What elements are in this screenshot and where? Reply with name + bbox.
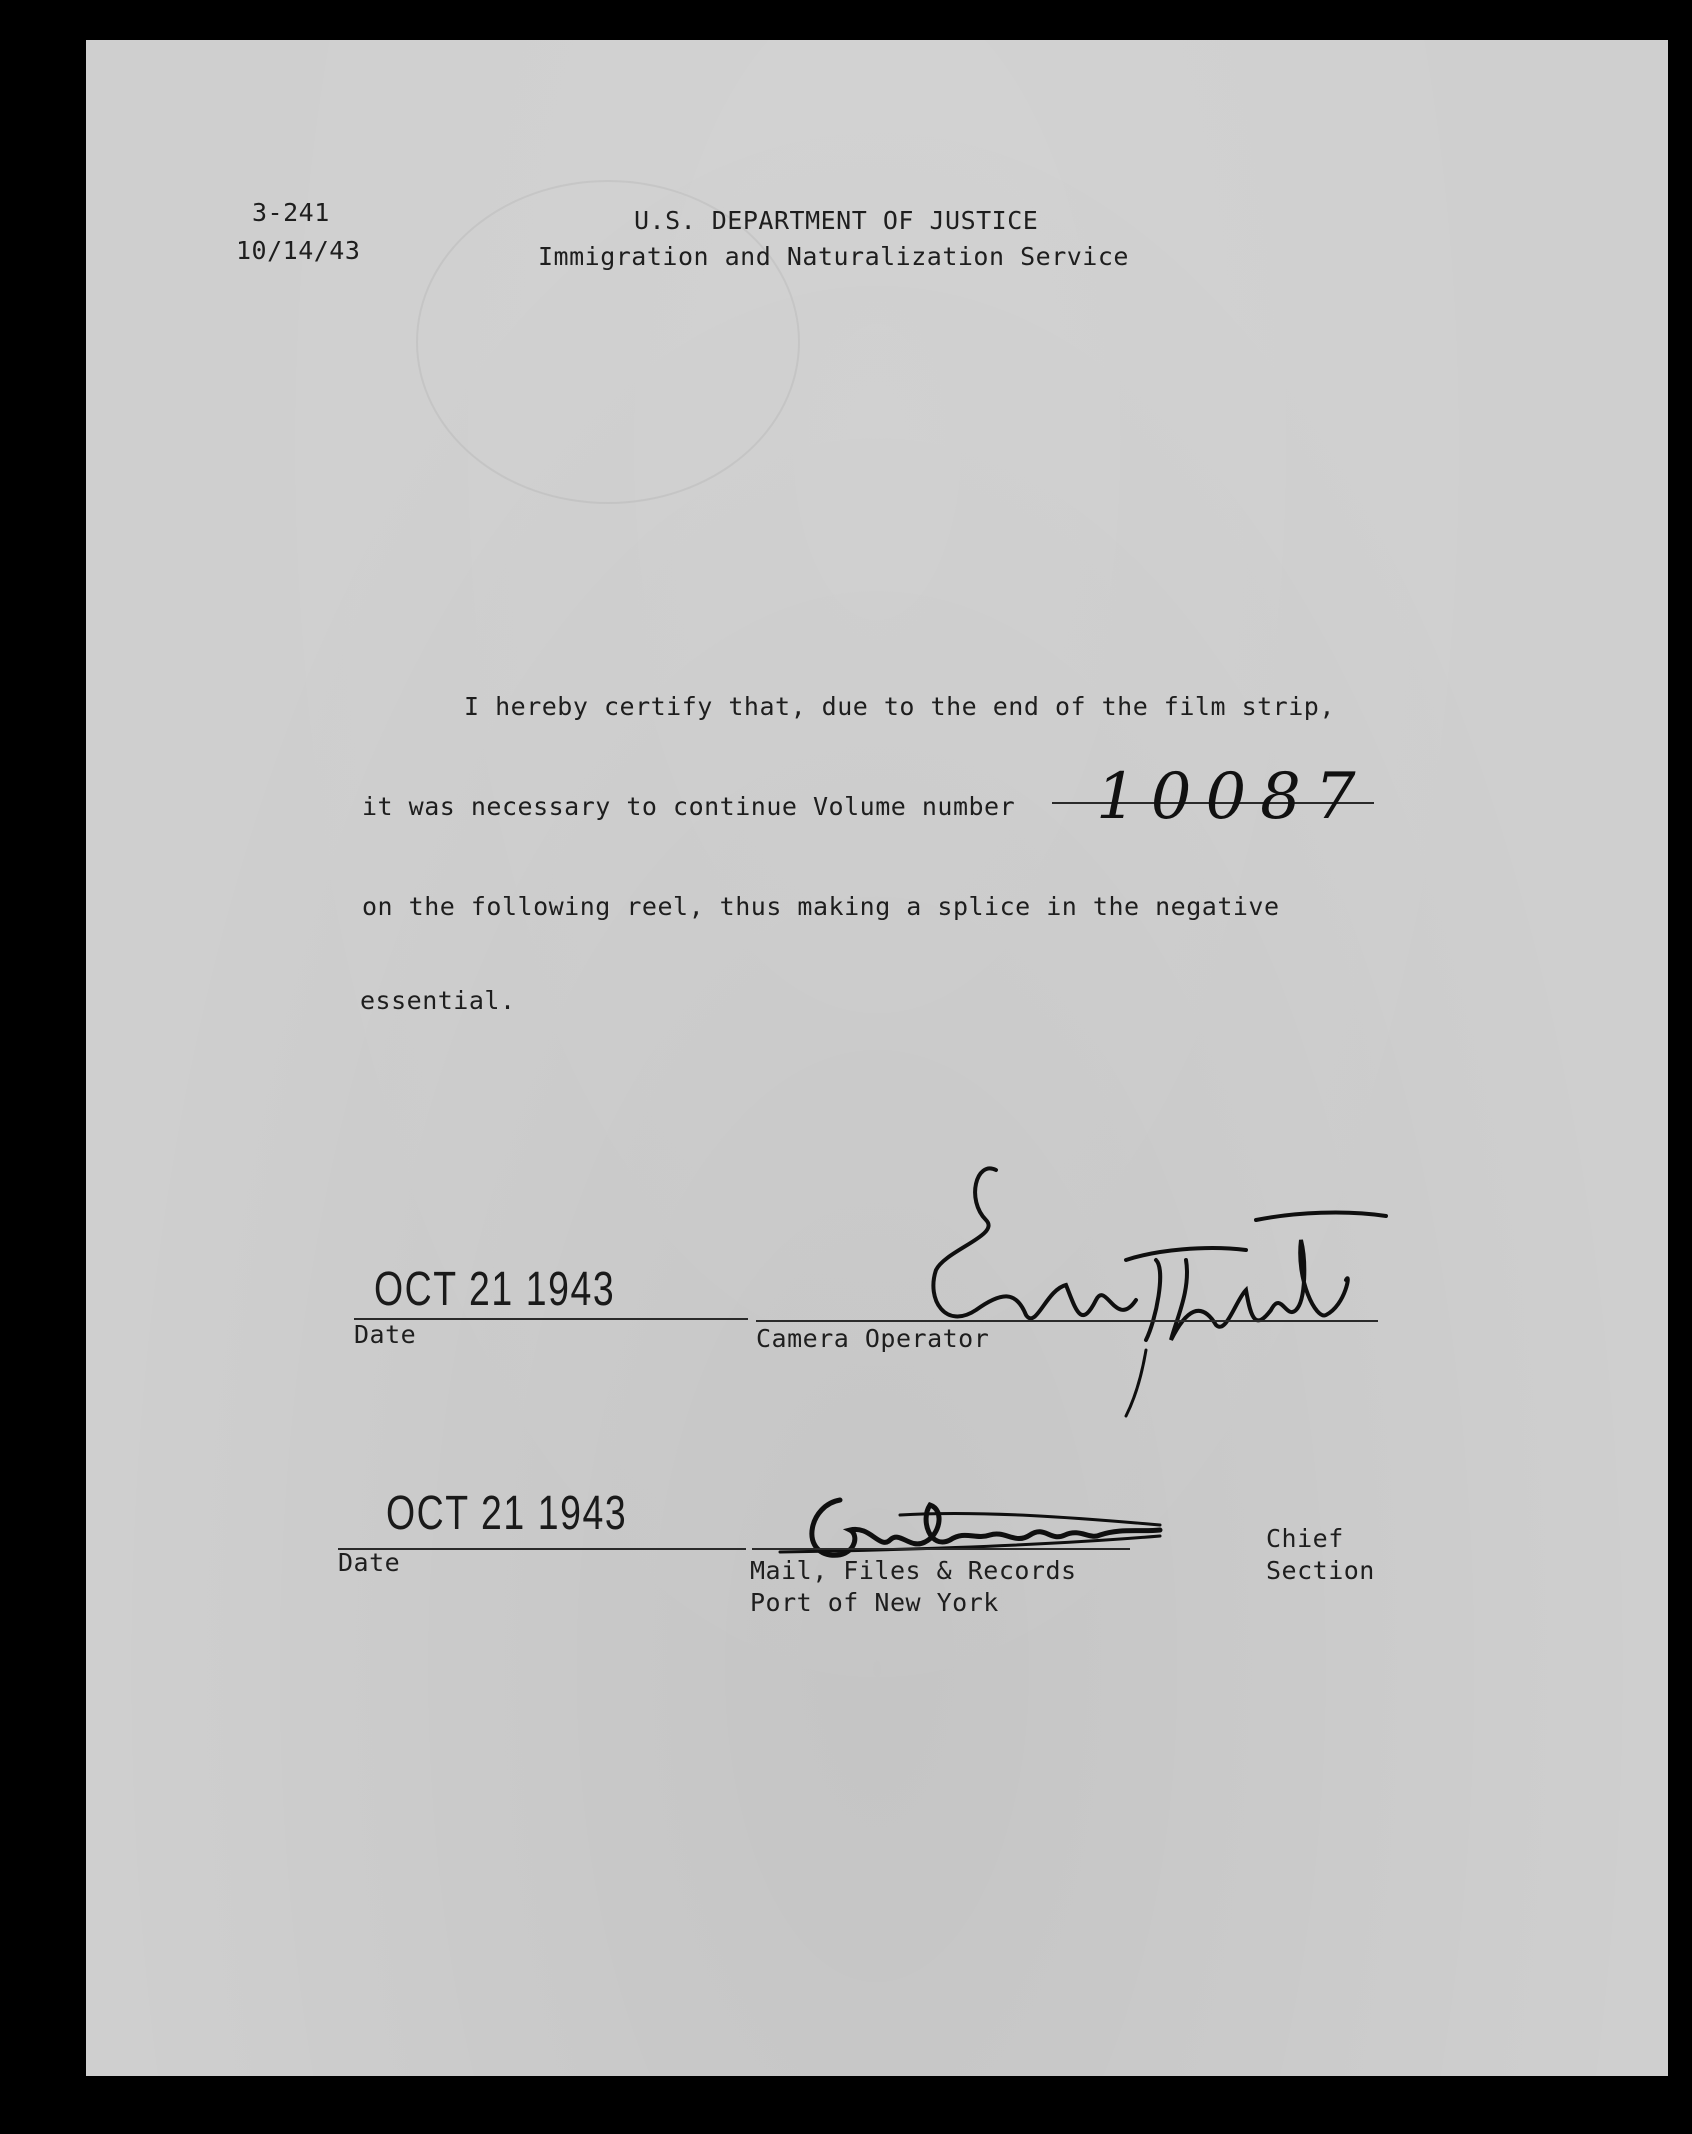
chief-title: Chief xyxy=(1266,1524,1344,1553)
camera-operator-signature xyxy=(826,1140,1386,1420)
certification-line-1: I hereby certify that, due to the end of the film strip, xyxy=(464,692,1335,721)
certification-line-3: on the following reel, thus making a splice in the negative xyxy=(362,892,1280,921)
date-stamp-2: OCT 21 1943 xyxy=(386,1487,628,1540)
date-label-1: Date xyxy=(354,1320,417,1349)
form-date: 10/14/43 xyxy=(236,236,361,265)
chief-section: Section xyxy=(1266,1556,1375,1585)
document-page xyxy=(86,40,1668,2076)
chief-department: Mail, Files & Records xyxy=(750,1556,1077,1585)
date-label-2: Date xyxy=(338,1548,401,1577)
chief-signature-line xyxy=(752,1548,1130,1550)
certification-line-2: it was necessary to continue Volume number xyxy=(362,792,1016,821)
certification-line-4: essential. xyxy=(360,986,516,1015)
camera-operator-label: Camera Operator xyxy=(756,1324,990,1353)
form-number: 3-241 xyxy=(252,198,330,227)
department-heading: U.S. DEPARTMENT OF JUSTICE xyxy=(634,206,1039,235)
date-stamp-1: OCT 21 1943 xyxy=(374,1263,616,1316)
camera-operator-line xyxy=(756,1320,1378,1322)
volume-number: 10087 xyxy=(1096,760,1370,834)
service-heading: Immigration and Naturalization Service xyxy=(538,242,1129,271)
chief-port: Port of New York xyxy=(750,1588,999,1617)
